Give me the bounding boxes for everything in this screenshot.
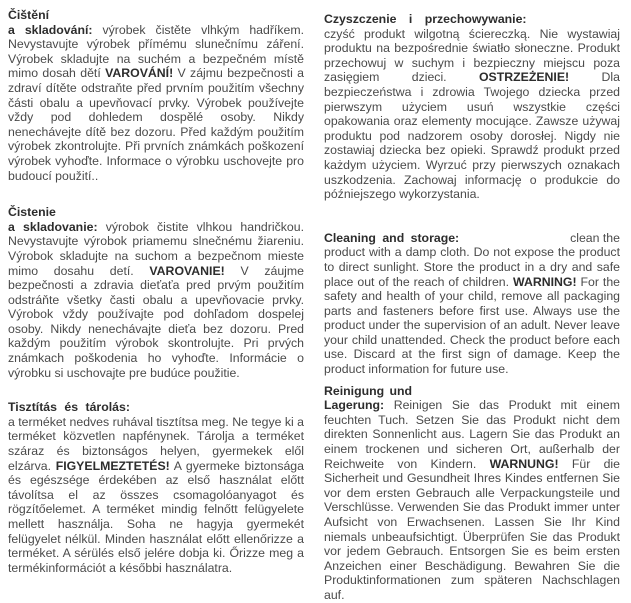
- polish-paragraph: [324, 27, 620, 202]
- slovak-heading: Čistenie: [8, 205, 56, 220]
- polish-heading: Czyszczenie i przechowywanie:: [324, 12, 527, 26]
- text-run: V zájmu bezpečnosti a zdraví dítěte odstraňte před prvním použitím všechny části obalu a upevňovací prvky. Výrobek používejte vždy pod dohledem dospělé osoby. Nikdy nenechávejte dítě bez dozoru. Před každým použitím výrobek zkontrolujte. Při prvních známkách poškození výrobek vyhoďte. Informace o výrobku uschovejte pro budoucí použití..: [8, 66, 305, 183]
- polish-section: [324, 12, 620, 202]
- text-run: czyść produkt wilgotną ściereczką. Nie wystawiaj produktu na bezpośrednie światło słoneczne. Produkt przechowuj w suchym i bezpieczny miejscu poza zasięgiem dzieci.: [324, 26, 620, 85]
- hungarian-section: [8, 400, 304, 575]
- english-heading: Cleaning and storage:: [324, 230, 460, 245]
- column-left: [8, 8, 304, 603]
- czech-section: [8, 8, 304, 183]
- czech-paragraph: [8, 23, 304, 184]
- english-heading-row: [324, 231, 620, 246]
- german-section: [324, 384, 620, 603]
- bold-text-run: a skladovanie:: [8, 219, 98, 234]
- bold-text-run: a skladování:: [8, 22, 93, 37]
- bold-text-run: VAROVÁNÍ!: [105, 66, 174, 81]
- text-run: Dla bezpieczeństwa i zdrowia Twojego dziecka przed pierwszym użyciem usuń wszystkie części opakowania oraz elementy mocujące. Zawsze używaj produktu pod nadzorem osoby dorosłej. Nigdy nie zostawiaj dziecka bez opieki. Sprawdź produkt przed każdym użyciem. Wyrzuć przy pierwszych oznakach uszkodzenia. Zachowaj informację o produkcie do późniejszego wykorzystania.: [324, 70, 620, 202]
- german-paragraph: [324, 398, 620, 602]
- text-run: V záujme bezpečnosti a zdravia dieťaťa pred prvým použitím odstráňte všetky časti obalu a upevňovacie prvky. Výrobok vždy používajte pod dohľadom dospelej osoby. Nikdy nenechávajte dieťa bez dozoru. Pred každým použitím výrobok skontrolujte. Pri prvých známkach poškodenia ho vyhoďte. Informácie o výrobku si uschovajte pre budúce použitie.: [8, 263, 304, 380]
- bold-text-run: Lagerung:: [324, 398, 385, 413]
- german-heading: Reinigung und: [324, 383, 413, 398]
- bold-text-run: FIGYELMEZTETÉS!: [55, 458, 170, 473]
- bold-text-run: WARNING!: [513, 274, 577, 289]
- text-run: product with a damp cloth. Do not expose the product to direct sunlight. Store the product in a dry and safe place out of the reach of children.: [324, 245, 620, 289]
- text-run: výrobek čistěte vlhkým hadříkem. Nevystavujte výrobek přímému slunečnímu záření. Výrobek skladujte na suchém a bezpečném místě mimo dosah dětí: [8, 22, 304, 81]
- english-section: [324, 231, 620, 377]
- hungarian-heading: Tisztítás és tárolás:: [8, 400, 130, 415]
- column-right: [324, 8, 620, 603]
- bold-text-run: OSTRZEŻENIE!: [478, 70, 570, 85]
- bold-text-run: WARNUNG!: [489, 456, 559, 471]
- text-run: For the safety and health of your child, remove all packaging parts and fasteners before first use. Always use the product under the supervision of an adult. Never leave your child unattended. Check the product before each use. Discard at the first sign of damage. Keep the product information for future use.: [324, 274, 620, 377]
- text-run: výrobok čistite vlhkou handričkou. Nevystavujte výrobok priamemu slnečnému žiareniu. Výrobok skladujte na suchom a bezpečnom mieste mimo dosahu detí.: [8, 219, 304, 278]
- text-run: A gyermeke biztonsága és egészsége érdekében az első használat előtt távolítsa el az összes csomagolóanyagot és rögzítőelemet. A terméket mindig felnőtt felügyelete mellett használja. Soha ne hagyja gyermekét felügyelet nélkül. Minden használat előtt ellenőrizze a terméket. A sérülés első jelére dobja ki. Őrizze meg a termékinformációt a későbbi használatra.: [8, 458, 304, 575]
- slovak-paragraph: [8, 220, 304, 381]
- bold-text-run: VAROVANIE!: [149, 263, 225, 278]
- text-run: a terméket nedves ruhával tisztítsa meg. Ne tegye ki a terméket közvetlen napfénynek. Tárolja a terméket száraz és biztonságos helyen, gyermekek elől elzárva.: [8, 414, 304, 473]
- english-heading-continuation: clean the: [570, 230, 620, 245]
- text-run: Für die Sicherheit und Gesundheit Ihres Kindes entfernen Sie vor dem ersten Gebrauch alle Verpackungsteile und Verschlüsse. Verwenden Sie das Produkt immer unter Aufsicht von Erwachsenen. Lassen Sie Ihr Kind niemals unbeaufsichtigt. Überprüfen Sie das Produkt vor jedem Gebrauch. Entsorgen Sie es beim ersten Anzeichen einer Beschädigung. Bewahren Sie die Produktinformationen zum späteren Nachschlagen auf.: [324, 456, 620, 602]
- czech-heading: Čištění: [8, 8, 49, 22]
- text-run: Reinigen Sie das Produkt mit einem feuchten Tuch. Setzen Sie das Produkt nicht dem direkten Sonnenlicht aus. Lagern Sie das Produkt an einem trockenen und sicheren Ort, außerhalb der Reichweite von Kindern.: [324, 398, 620, 471]
- hungarian-paragraph: [8, 415, 304, 576]
- english-paragraph: [324, 245, 620, 376]
- slovak-section: [8, 205, 304, 380]
